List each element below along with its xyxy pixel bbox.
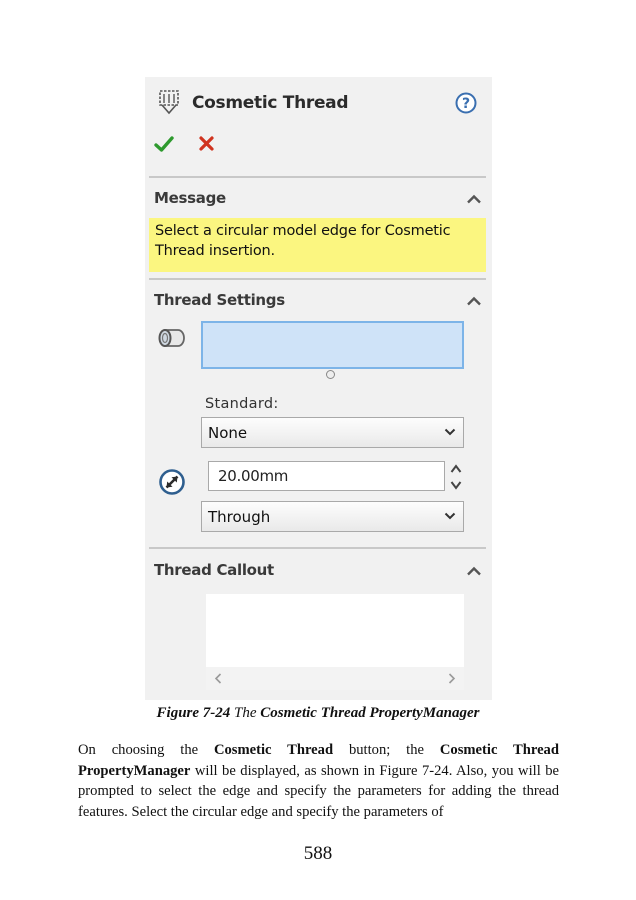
paragraph-text: On choosing the bbox=[78, 742, 199, 758]
paragraph-bold-text: Cosmetic Thread PropertyManager bbox=[78, 742, 559, 779]
property-manager-header bbox=[145, 77, 492, 127]
end-condition-select[interactable] bbox=[201, 501, 464, 532]
chevron-right-icon[interactable] bbox=[448, 673, 456, 684]
checkmark-icon[interactable] bbox=[154, 135, 174, 153]
close-icon[interactable] bbox=[198, 135, 215, 152]
standard-selected-value: None bbox=[208, 424, 248, 442]
depth-input[interactable]: 20.00mm bbox=[208, 461, 445, 491]
property-manager-title: Cosmetic Thread bbox=[192, 93, 349, 113]
section-divider bbox=[149, 176, 486, 178]
end-condition-selected-value: Through bbox=[208, 508, 271, 526]
thread-callout-section-title: Thread Callout bbox=[154, 561, 274, 579]
caption-subject: Cosmetic Thread PropertyManager bbox=[260, 705, 480, 721]
depth-icon bbox=[158, 468, 186, 496]
figure-caption bbox=[0, 705, 636, 722]
chevron-down-icon bbox=[444, 428, 456, 436]
chevron-up-icon[interactable] bbox=[466, 194, 482, 204]
cosmetic-thread-property-manager bbox=[145, 77, 492, 700]
horizontal-scrollbar[interactable] bbox=[206, 667, 464, 690]
resize-handle[interactable] bbox=[326, 370, 335, 379]
paragraph-bold-text: Cosmetic Thread bbox=[213, 742, 334, 758]
page-number: 588 bbox=[303, 843, 333, 864]
chevron-left-icon[interactable] bbox=[214, 673, 222, 684]
message-box: Select a circular model edge for Cosmetic Thread insertion. bbox=[149, 218, 486, 272]
thread-settings-section-title: Thread Settings bbox=[154, 291, 285, 309]
standard-label: Standard: bbox=[205, 396, 279, 412]
caption-prefix: The bbox=[234, 705, 257, 721]
help-icon[interactable] bbox=[455, 92, 477, 114]
svg-text:?: ? bbox=[461, 96, 471, 112]
edge-selection-box[interactable] bbox=[201, 321, 464, 369]
circular-edge-icon bbox=[158, 325, 186, 351]
section-divider bbox=[149, 278, 486, 280]
paragraph-text: will be displayed, as shown in Figure 7-24. Also, you will be prompted to select the edge and specify the parameters for adding the thread features. Select the circular edge and specify the parameters of bbox=[78, 762, 560, 820]
body-paragraph bbox=[78, 740, 559, 822]
chevron-down-icon bbox=[444, 512, 456, 520]
chevron-up-icon[interactable] bbox=[466, 296, 482, 306]
paragraph-text: button; the bbox=[348, 742, 424, 758]
standard-select[interactable] bbox=[201, 417, 464, 448]
message-section-title: Message bbox=[154, 189, 226, 207]
chevron-up-icon[interactable] bbox=[466, 566, 482, 576]
cosmetic-thread-icon bbox=[158, 89, 180, 115]
figure-number: Figure 7-24 bbox=[156, 705, 231, 721]
spinner-arrows-icon[interactable] bbox=[449, 461, 463, 493]
section-divider bbox=[149, 547, 486, 549]
